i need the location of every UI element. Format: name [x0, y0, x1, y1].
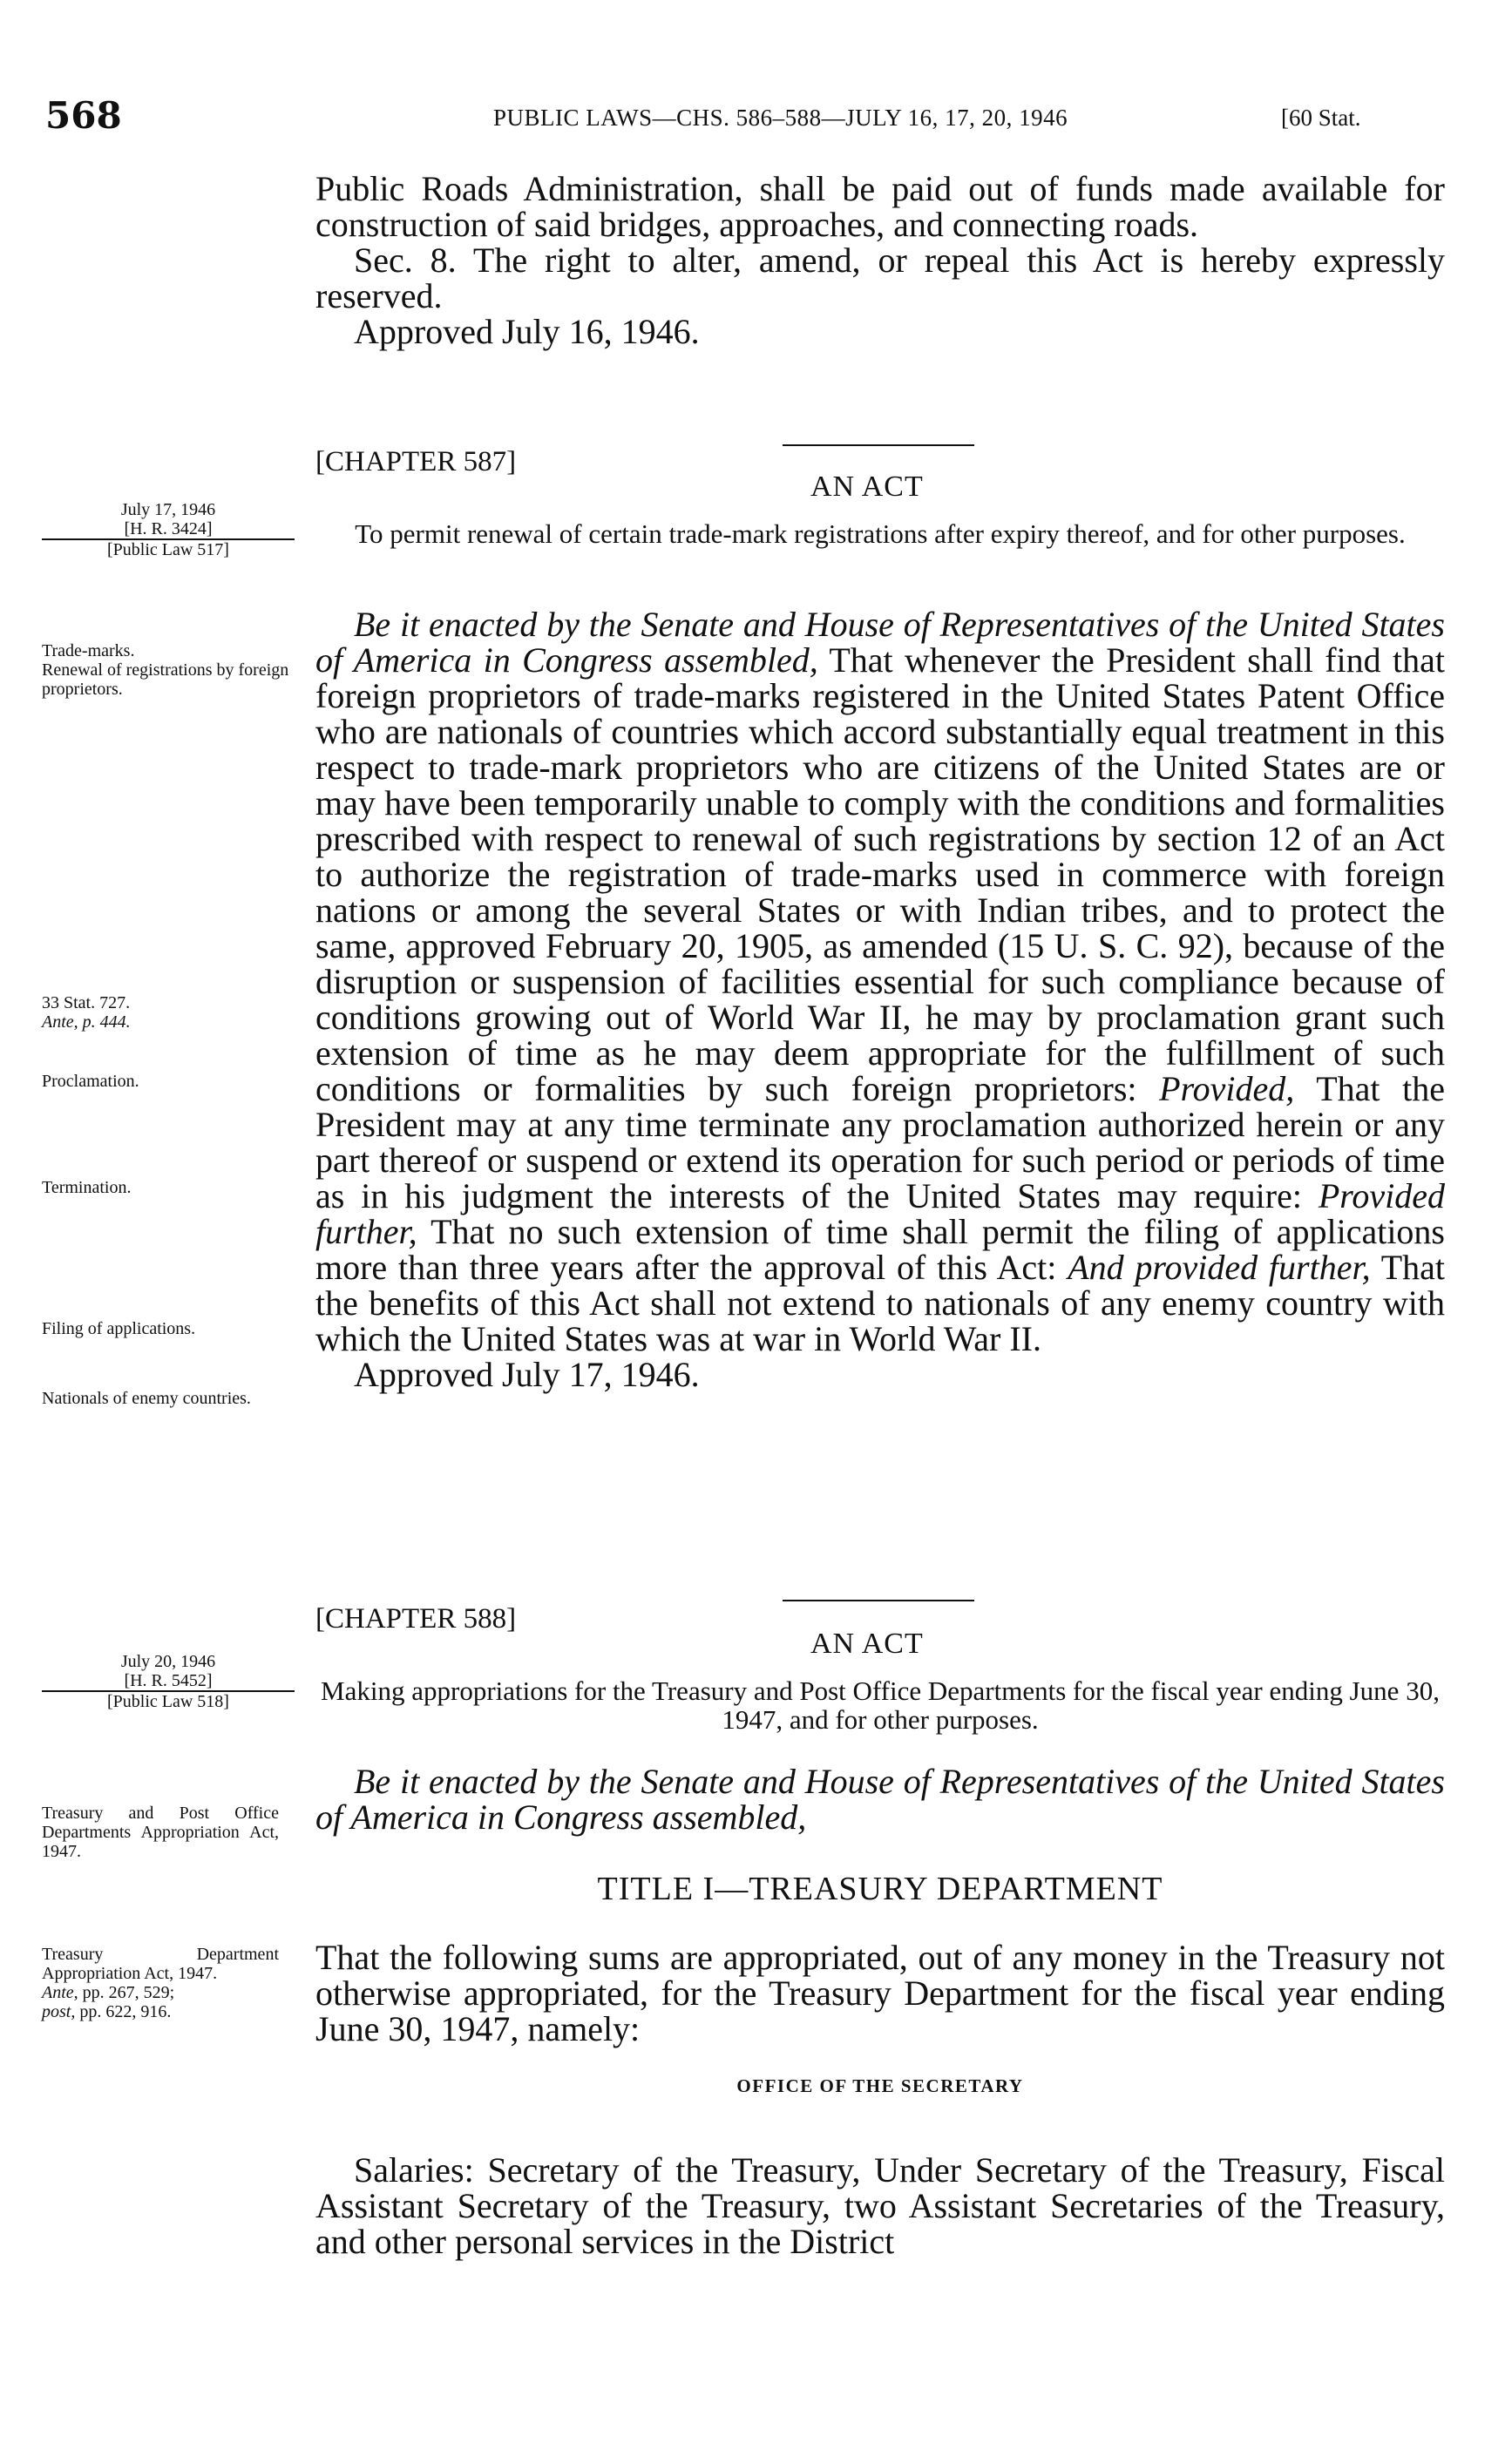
appropriation-paragraph: That the following sums are appropriated, out of any money in the Treasury not otherwise appropriated, for the Treasury Department for the fiscal year ending June 30, 1947, namely: [315, 1938, 1445, 2048]
running-title: PUBLIC LAWS—CHS. 586–588—JULY 16, 17, 20, 1946 [493, 105, 1068, 131]
margin-date: July 17, 1946 [120, 500, 216, 519]
enacting-clause: Be it enacted by the Senate and House of Representatives of the United States of America in Congress assembled, [315, 605, 1445, 680]
act-heading: AN ACT [810, 1628, 924, 1660]
continuation-paragraph: Public Roads Administration, shall be paid out of funds made available for construction of said bridges, approaches, and connecting roads. [315, 169, 1445, 244]
margin-bill-number: [H. R. 3424] [42, 519, 295, 540]
chapter-588-label: [CHAPTER 588] [315, 1603, 517, 1635]
chapter-587-margin-reference [42, 500, 295, 559]
title-heading: TITLE I—TREASURY DEPARTMENT [597, 1871, 1163, 1907]
act-purpose: Making appropriations for the Treasury and Post Office Departments for the fiscal year ending June 30, 1947, and for other purposes. [321, 1675, 1440, 1735]
chapter-588-margin-reference [42, 1652, 295, 1711]
margin-note-filing: Filing of applications. [42, 1319, 196, 1338]
volume-reference: [60 Stat. [1281, 105, 1361, 131]
margin-bill-number: [H. R. 5452] [42, 1671, 295, 1692]
chapter-587-label: [CHAPTER 587] [315, 446, 517, 477]
act-divider-rule [783, 1600, 974, 1601]
approval-line: Approved July 16, 1946. [354, 312, 700, 351]
chapter-587-body [315, 606, 1445, 1392]
margin-note-trademarks: Trade-marks. Renewal of registrations by foreign proprietors. [42, 641, 289, 699]
margin-note-treasury-act: Treasury Department Appropriation Act, 1947. Ante, pp. 267, 529; post, pp. 622, 916. [42, 1945, 279, 2021]
approval-line: Approved July 17, 1946. [354, 1355, 700, 1394]
margin-note-termination: Termination. [42, 1178, 132, 1197]
page-number: 568 [45, 94, 122, 137]
act-587-text: Be it enacted by the Senate and House of Representatives of the United States of America in Congress assembled, That whenever the President shall find that foreign proprietors of trade-marks registered in the United States Patent Office who are nationals of countries which accord substantially equal treatment in this respect to trade-mark proprietors who are citizens of the United States are or may have been temporarily unable to comply with the conditions and formalities prescribed with respect to renewal of such registrations by section 12 of an Act to authorize the registration of trade-marks used in commerce with foreign nations or among the several States or with Indian tribes, and to protect the same, approved February 20, 1905, as amended (15 U. S. C. 92), because of the disruption or suspension of facilities essential for such compliance because of conditions growing out of World War II, he may by proclamation grant such extension of time as he may deem appropriate for the fulfillment of such conditions or formalities by such foreign proprietors: Provided, That the President may at any time terminate any proclamation authorized herein or any part thereof or suspend or extend its operation for such period or periods of time as in his judgment the interests of the United States may require: Provided further, That no such extension of time shall permit the filing of applications more than three years after the approval of this Act: And provided further, That the benefits of this Act shall not extend to nationals of any enemy country with which the United States was at war in World War II. [315, 605, 1445, 1358]
chapter-588-enacting [315, 1763, 1445, 1835]
margin-date: July 20, 1946 [120, 1652, 216, 1671]
salaries-paragraph: Salaries: Secretary of the Treasury, Under Secretary of the Treasury, Fiscal Assistant Secretary of the Treasury, two Assistant Secretaries of the Treasury, and other personal services in the District [315, 2150, 1445, 2261]
margin-note-appropriation-act: Treasury and Post Office Departments Appropriation Act, 1947. [42, 1804, 279, 1861]
act-purpose: To permit renewal of certain trade-mark registrations after expiry thereof, and for other purposes. [355, 518, 1406, 549]
enacting-clause: Be it enacted by the Senate and House of Representatives of the United States of America in Congress assembled, [315, 1762, 1445, 1837]
margin-public-law: [Public Law 518] [107, 1692, 229, 1711]
margin-note-statute-reference: 33 Stat. 727. Ante, p. 444. [42, 993, 131, 1032]
act-divider-rule [783, 444, 974, 446]
margin-note-nationals: Nationals of enemy countries. [42, 1389, 251, 1408]
office-heading: OFFICE OF THE SECRETARY [736, 2075, 1024, 2096]
act-heading: AN ACT [810, 470, 924, 503]
previous-act-continuation [315, 171, 1445, 349]
margin-public-law: [Public Law 517] [107, 540, 229, 559]
margin-note-proclamation: Proclamation. [42, 1072, 139, 1091]
section-8-paragraph: Sec. 8. The right to alter, amend, or repeal this Act is hereby expressly reserved. [315, 240, 1445, 315]
